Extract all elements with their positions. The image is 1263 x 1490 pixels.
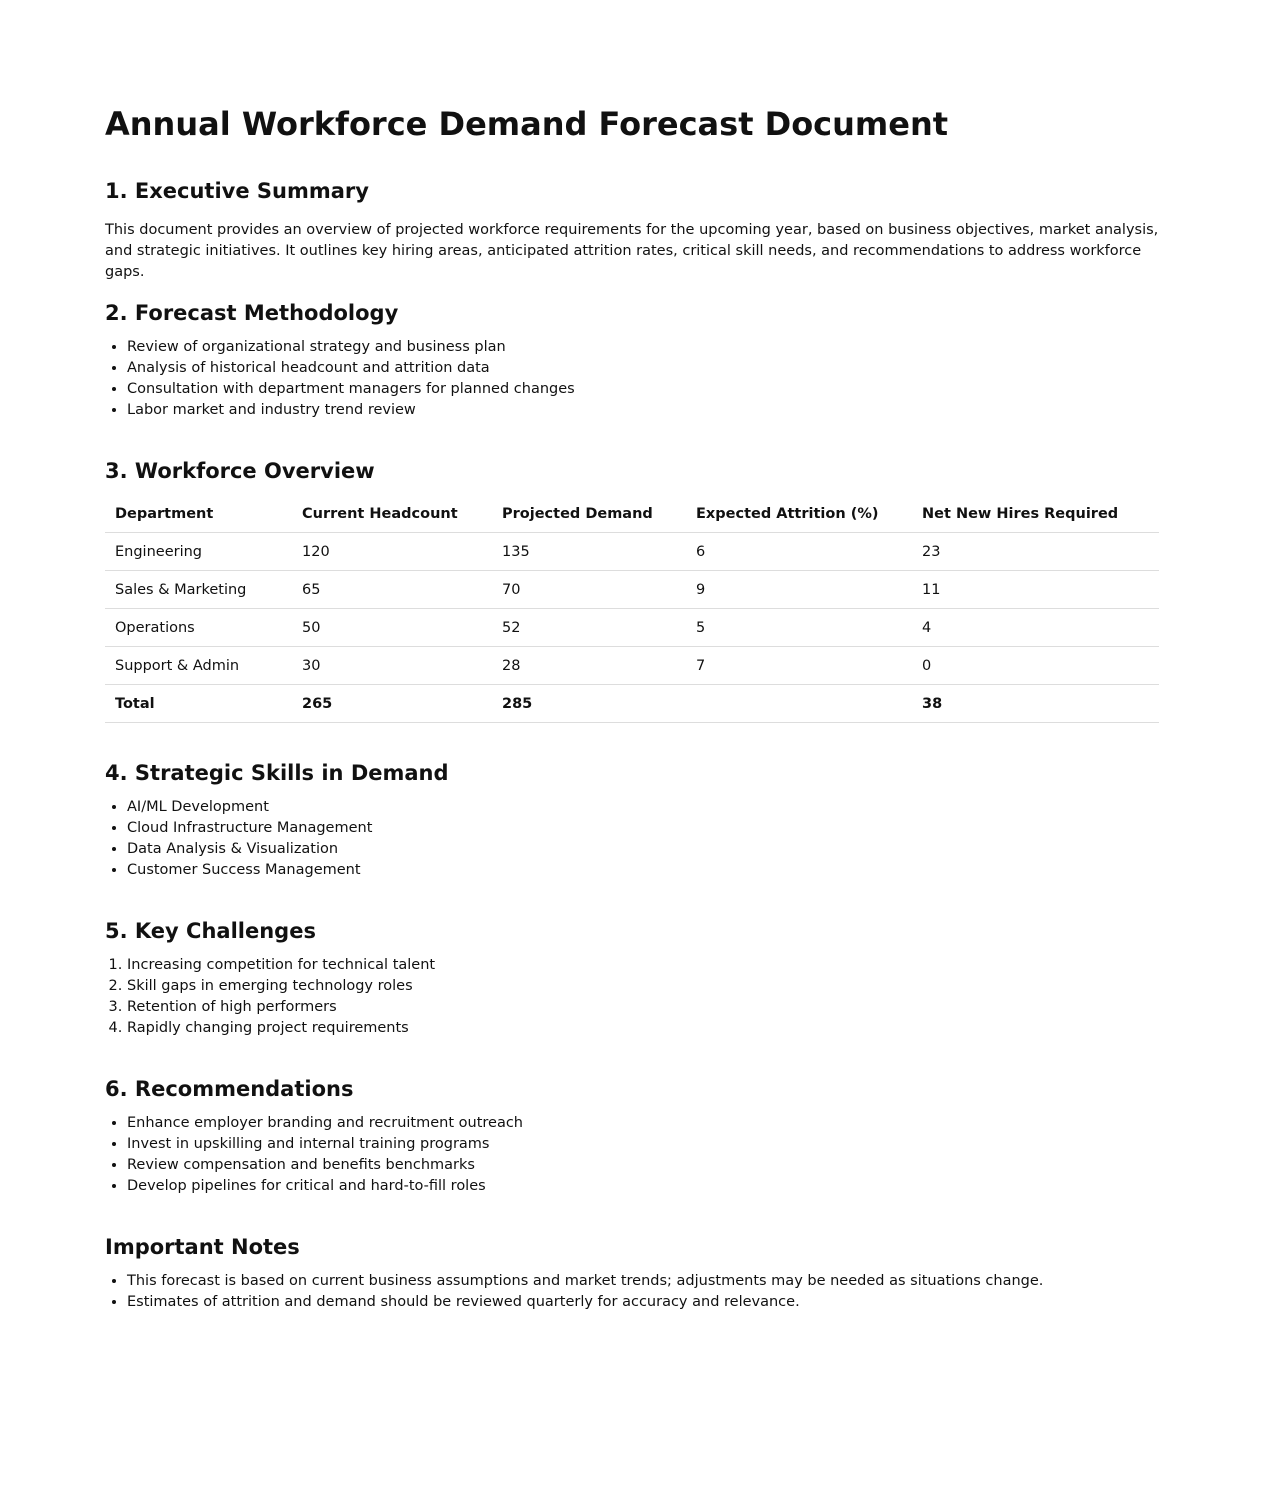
list-item: • Labor market and industry trend review bbox=[127, 400, 575, 421]
list-item: • Cloud Infrastructure Management bbox=[127, 818, 372, 839]
table-cell: 4 bbox=[912, 609, 1159, 647]
list-item: • Analysis of historical headcount and attrition data bbox=[127, 358, 575, 379]
column-header: Expected Attrition (%) bbox=[686, 495, 912, 533]
table-cell: 30 bbox=[292, 647, 492, 685]
total-cell: Total bbox=[105, 685, 292, 723]
list-item: • Consultation with department managers for planned changes bbox=[127, 379, 575, 400]
table-cell: Operations bbox=[105, 609, 292, 647]
table-total-row bbox=[105, 685, 1159, 723]
table-cell: 23 bbox=[912, 533, 1159, 571]
executive-summary-heading: 1. Executive Summary bbox=[105, 179, 369, 203]
skills-list bbox=[105, 797, 372, 881]
list-item: • Enhance employer branding and recruitment outreach bbox=[127, 1113, 523, 1134]
column-header: Projected Demand bbox=[492, 495, 686, 533]
table-row bbox=[105, 609, 1159, 647]
total-cell bbox=[686, 685, 912, 723]
table-cell: 5 bbox=[686, 609, 912, 647]
document-title: Annual Workforce Demand Forecast Document bbox=[105, 105, 949, 143]
table-row bbox=[105, 647, 1159, 685]
table-cell: 52 bbox=[492, 609, 686, 647]
list-item: • Review compensation and benefits benchmarks bbox=[127, 1155, 523, 1176]
table-cell: Support & Admin bbox=[105, 647, 292, 685]
list-item: • This forecast is based on current business assumptions and market trends; adjustments may be needed as situations change. bbox=[127, 1271, 1159, 1292]
table-cell: 6 bbox=[686, 533, 912, 571]
list-item: 4. Rapidly changing project requirements bbox=[127, 1018, 435, 1039]
table-cell: 120 bbox=[292, 533, 492, 571]
list-item: • Invest in upskilling and internal training programs bbox=[127, 1134, 523, 1155]
table-header-row bbox=[105, 495, 1159, 533]
executive-summary-text: This document provides an overview of projected workforce requirements for the upcoming year, based on business objectives, market analysis, and strategic initiatives. It outlines key hiring areas, anticipated attrition rates, critical skill needs, and recommendations to address workforce gaps. bbox=[105, 222, 1159, 280]
total-cell: 265 bbox=[292, 685, 492, 723]
forecast-methodology-heading: 2. Forecast Methodology bbox=[105, 301, 399, 325]
table-row bbox=[105, 571, 1159, 609]
column-header: Net New Hires Required bbox=[912, 495, 1159, 533]
important-notes-heading: Important Notes bbox=[105, 1235, 300, 1259]
table-cell: Sales & Marketing bbox=[105, 571, 292, 609]
total-cell: 38 bbox=[912, 685, 1159, 723]
recommendations-list bbox=[105, 1113, 523, 1197]
methodology-list bbox=[105, 337, 575, 421]
challenges-list bbox=[105, 955, 435, 1039]
table-cell: 50 bbox=[292, 609, 492, 647]
list-item: • Data Analysis & Visualization bbox=[127, 839, 372, 860]
list-item: • Review of organizational strategy and business plan bbox=[127, 337, 575, 358]
notes-list bbox=[105, 1271, 1159, 1313]
table-cell: 11 bbox=[912, 571, 1159, 609]
workforce-overview-heading: 3. Workforce Overview bbox=[105, 459, 375, 483]
strategic-skills-heading: 4. Strategic Skills in Demand bbox=[105, 761, 449, 785]
list-item: 2. Skill gaps in emerging technology roles bbox=[127, 976, 435, 997]
column-header: Department bbox=[105, 495, 292, 533]
table-cell: 7 bbox=[686, 647, 912, 685]
table-cell: Engineering bbox=[105, 533, 292, 571]
table-row bbox=[105, 533, 1159, 571]
list-item: 3. Retention of high performers bbox=[127, 997, 435, 1018]
table-cell: 135 bbox=[492, 533, 686, 571]
recommendations-heading: 6. Recommendations bbox=[105, 1077, 354, 1101]
workforce-table bbox=[105, 495, 1159, 723]
table-cell: 65 bbox=[292, 571, 492, 609]
total-cell: 285 bbox=[492, 685, 686, 723]
table-cell: 70 bbox=[492, 571, 686, 609]
table-cell: 9 bbox=[686, 571, 912, 609]
table-cell: 0 bbox=[912, 647, 1159, 685]
column-header: Current Headcount bbox=[292, 495, 492, 533]
list-item: 1. Increasing competition for technical talent bbox=[127, 955, 435, 976]
key-challenges-heading: 5. Key Challenges bbox=[105, 919, 316, 943]
list-item: • Develop pipelines for critical and hard-to-fill roles bbox=[127, 1176, 523, 1197]
list-item: • Estimates of attrition and demand should be reviewed quarterly for accuracy and relevance. bbox=[127, 1292, 1159, 1313]
list-item: • Customer Success Management bbox=[127, 860, 372, 881]
list-item: • AI/ML Development bbox=[127, 797, 372, 818]
notes-clip-region bbox=[105, 1271, 1159, 1310]
table-cell: 28 bbox=[492, 647, 686, 685]
